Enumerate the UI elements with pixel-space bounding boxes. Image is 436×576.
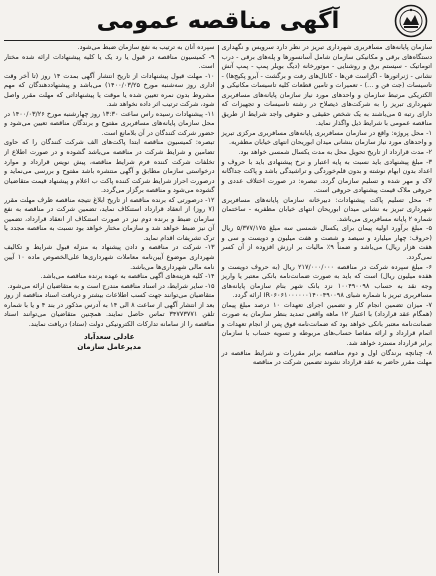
intro-paragraph: سازمان پایانه‌های مسافربری شهرداری تبریز در نظر دارد سرویس و نگهداری دستگاه‌های برقی و مکانیکی سازمان شامل آسانسورها و پله‌های برقی - درب اتوماتیک - سیستم برق و روشنایی - موتورخانه (دیگ بویلر پمپ - پمپ آتش نشانی - ژنراتورها - اگزاست فن‌ها - کانال‌های رفت و برگشت - آبرو پکیج‌ها) - تاسیسات (جت فن و …) - تعمیرات و تامین قطعات کلیه تاسیسات مکانیکی و الکتریکی مرتبط سازمان و واحدهای مورد نیاز سازمان پایانه‌های مسافربری شهرداری تبریز را به شرکت‌های ذیصلاح در رشته تاسیسات و تجهیزات که دارای رتبه ۵ می‌باشند به یک شخص حقیقی و حقوقی واجد شرایط از طریق مناقصه عمومی با شرایط ذیل واگذار نماید. [221, 43, 432, 128]
clause-11: ۱۱- پیشنهادات رسیده راس ساعت ۱۳:۳۰ روز چهارشنبه مورخ ۱۴۰۰/۰۳/۲۶ در محل سازمان پایانه‌های مسافربری مفتوح و برندگان مناقصه تعیین می‌شود و حضور شرکت کنندگان در آن بلامانع است. [4, 109, 215, 137]
right-column [219, 43, 433, 575]
clause-9: ۹- کمیسیون مناقصه در قبول یا رد یک یا کلیه پیشنهادات ارائه شده مختار است. [4, 52, 215, 71]
notice-body [4, 43, 432, 575]
clause-4: ۴- محل تسلیم پاکت پیشنهادات: دبیرخانه سازمان پایانه‌های مسافربری شهرداری تبریز به نشانی میدان ابوریحان انتهای خیابان مظفریه - ساختمان شماره ۲ پایانه مسافربری می‌باشد. [221, 195, 432, 223]
notice-header [4, 2, 432, 41]
signatory-name: عادلی سعدآباد [83, 332, 135, 342]
clause-11-note: تبصره: کمیسیون مناقصه ابتدا پاکت‌های الف شرکت کنندگان را که حاوی تضامین و شرایط شرکت در مناقصه می‌باشد گشوده و در صورت اطلاع از تخلفات شرکت کننده فرم شرایط مناقصه، پیش نویس قرارداد و موارد درخواستی سازمان مطابق و آگهی منتشره باشد مفتوح و بررسی می‌نماید و درصورت احراز شرایط شرکت کننده پاکت ب اعلام و پیشنهاد قیمت متقاضیان گشوده می‌شود و مناقصه برگزار می‌گردد. [4, 138, 215, 195]
clause-14: ۱۴- کلیه هزینه‌های آگهی مناقصه به عهده برنده مناقصه می‌باشد. [40, 272, 215, 281]
clause-8-continued: سپرده آنان به ترتیب به نفع سازمان ضبط می‌شود. [77, 43, 215, 51]
clause-12: ۱۲- درصورتی که برنده مناقصه از تاریخ ابلاغ نتیجه مناقصه ظرف مهلت مقرر (۷ روز) از انعقاد قرارداد استنکاف نماید، تضمین شرکت در مناقصه به نفع سازمان ضبط و برنده دوم نیز در صورت استنکاف از انعقاد قرارداد، تضمین آن نیز ضبط خواهد شد و سازمان مختار خواهد بود نسبت به مناقصه مجدد یا ترک تشریفات اقدام نماید. [4, 195, 215, 242]
clause-2: ۲- مدت قرارداد از تاریخ تحویل محل به مدت یکسال شمسی خواهد بود. [238, 148, 432, 157]
page-title: آگهی مناقصه عمومی [96, 8, 340, 34]
clause-7: ۷- میزان تضمین انجام کار و تضمین اجرای تعهدات ۱۰ درصد مبلغ پیمان (همگام عقد قرارداد) با اعتبار ۱۲ ماهه واقعی تمدید بنظر سازمان به صورت ضمانت‌نامه معتبر بانکی خواهد بود که ضمانت‌نامه فوق پس از انجام تعهدات و اتمام قرارداد و ارائه مفاصا حساب‌های مربوطه و تسویه حساب با سازمان برابر قرارداد مسترد خواهد شد. [221, 300, 432, 347]
clause-13: ۱۳- شرکت در مناقصه و دادن پیشنهاد به منزله قبول شرایط و تکالیف شهرداری موضوع آیین‌نامه معاملات شهرداری‌ها علی‌الخصوص ماده ۱۰ آیین نامه مالی شهرداری‌ها می‌باشد. [4, 243, 215, 271]
signature-block [4, 332, 215, 352]
left-column [4, 43, 218, 575]
clause-6: ۶- مبلغ سپرده شرکت در مناقصه ۲۱۷/۰۰۰/۰۰۰ ریال (به حروف دویست و هفده میلیون ریال) است که باید به صورت ضمانت‌نامه بانکی معتبر یا واریز وجه نقد به حساب ۱۰۰۴۹۰۰۹۸ نزد بانک شهر بنام سازمان پایانه‌های مسافربری تبریز با شماره شبای IR۰۶۰۶۱۰۰۰۰۰۰۱۴۰۰۴۹۰۰۹۸ ارائه گردد. [221, 262, 432, 300]
clause-10: ۱۰- مهلت قبول پیشنهادات از تاریخ انتشار آگهی بمدت ۱۴ روز (تا آخر وقت اداری روز سه‌شنبه مورخ ۱۴۰۰/۰۳/۲۵) می‌باشد و پیشنهاددهندگان که مهم مشروط بدون نمره تعیین شده یا موقت یا پیشنهاداتی که مهلت مقرر واصل شود، شرکت ترتیب اثر داده نخواهد شد. [4, 71, 215, 109]
clause-1: ۱- محل پروژه: واقع در سازمان مسافربری پایانه‌های مسافربری مرکزی تبریز و واحدهای مورد نیاز سازمان بنشانی میدان ابوریحان انتهای خیابان مظفریه. [221, 128, 432, 147]
clause-8: ۸- چنانچه برندگان اول و دوم مناقصه برابر مقررات و شرایط مناقصه در مهلت مقرر حاضر به عقد قرارداد نشوند تضمین شرکت در مناقصه [221, 348, 432, 367]
signatory-position: مدیرعامل سازمان [77, 342, 142, 352]
contact-paragraph: متقاضیان می‌توانند جهت کسب اطلاعات بیشتر و دریافت اسناد مناقصه از روز بعد از انتشار آگهی از ساعت ۸ الی ۱۴ به آدرس مذکور در بند ۴ و یا با شماره تلفن ۳۴۷۷۳۷۷۱ تماس حاصل نمایند. همچنین متقاضیان می‌توانند اسناد مناقصه را از سامانه تدارکات الکترونیکی دولت (ستاد) دریافت نمایند. [4, 291, 215, 328]
clause-5: ۵- مبلغ برآورد اولیه پیمان برای یکسال شمسی سه مبلغ ۵/۳۷۷/۱۷۵ ریال (حروف: چهار میلیارد و سیصد و شصت و هفت میلیون و دویست و سی و هفت هزار ریال) می‌باشد و ضمناً ۹٪ مالیات بر ارزش افزوده از آن کسر نمی‌گردد. [221, 224, 432, 262]
clause-3: ۳- مبلغ پیشنهادی باید نسبت به پایه اعتبار و نرخ پیشنهادی باید با حروف و اعداد بدون ابهام نوشته و بدون قلم‌خوردگی و تراشیدگی باشد و پاکت جداگانه لاک و مهر شده و تسلیم سازمان گردد. تبصره: در صورت اختلاف عددی و حروفی ملاک قیمت پیشنهادی حروفی است. [221, 157, 432, 195]
clause-15: ۱۵- سایر شرایط، در اسناد مناقصه مندرج است و به متقاضیان ارائه می‌شود. [7, 281, 215, 290]
municipality-seal-icon [393, 4, 429, 38]
